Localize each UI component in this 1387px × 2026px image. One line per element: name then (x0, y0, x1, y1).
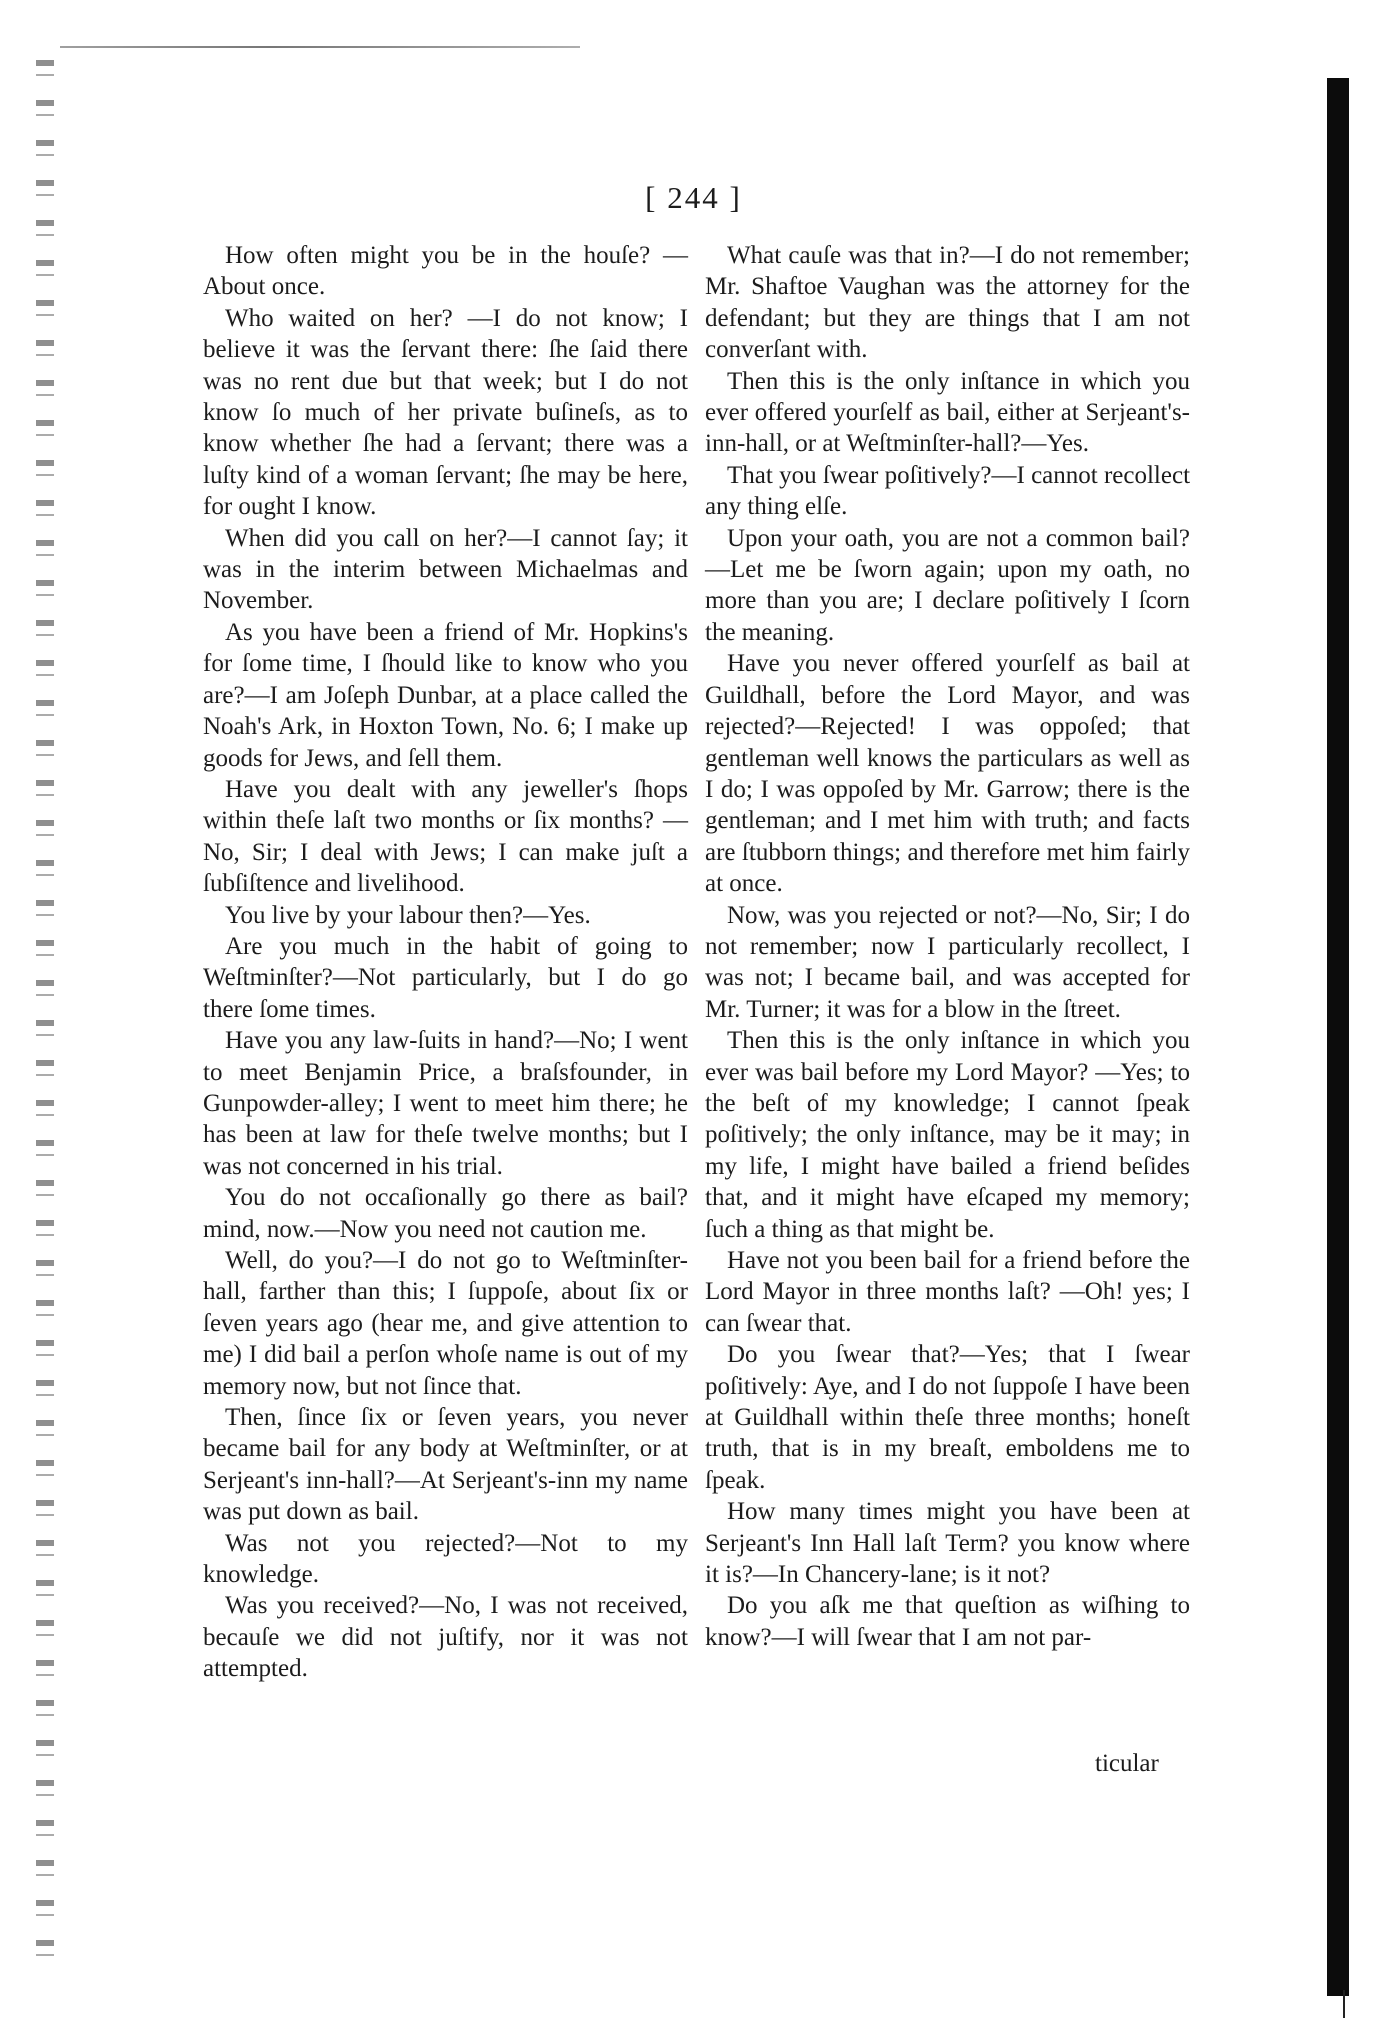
paragraph: Have not you been bail for a friend before the Lord Mayor in three months laſt? —Oh! yes; I can ſwear that. (705, 1247, 1190, 1337)
paragraph: Do you aſk me that queſtion as wiſhing to know?—I will ſwear that I am not par- (705, 1592, 1190, 1651)
paragraph: How many times might you have been at Serjeant's Inn Hall laſt Term? you know where it is?—In Chancery-lane; is it not? (705, 1498, 1190, 1589)
paragraph: Who waited on her? —I do not know; I believe it was the ſervant there: ſhe ſaid there was no rent due but that week; but I do not know ſo much of her private buſineſs, as to know whether ſhe had a ſervant; there was a luſty kind of a woman ſervant; ſhe may be here, for ought I know. (203, 304, 688, 521)
paragraph: Then this is the only inſtance in which you ever was bail before my Lord Mayor? —Yes; to the beſt of my knowledge; I cannot ſpeak poſitively; the only inſtance, may be it may; in my life, I might have bailed a friend beſides that, and it might have eſcaped my memory; ſuch a thing as that might be. (705, 1027, 1190, 1243)
paragraph: Do you ſwear that?—Yes; that I ſwear poſitively: Aye, and I do not ſuppoſe I have been at Guildhall within theſe three months; honeſt truth, that is in my breaſt, emboldens me to ſpeak. (705, 1341, 1190, 1494)
paragraph: When did you call on her?—I cannot ſay; it was in the interim between Michaelmas and November. (203, 524, 688, 615)
paragraph: What cauſe was that in?—I do not remember; Mr. Shaftoe Vaughan was the attorney for the defendant; but they are things that I am not converſant with. (705, 242, 1190, 364)
left-column (203, 240, 688, 1685)
paragraph: Have you any law-ſuits in hand?—No; I went to meet Benjamin Price, a braſsfounder, in Gunpowder-alley; I went to meet him there; he has been at law for theſe twelve months; but I was not concerned in his trial. (203, 1027, 688, 1180)
paragraph: Was you received?—No, I was not received, becauſe we did not juſtify, nor it was not attempted. (203, 1592, 688, 1683)
scan-artifact-right-tick (1343, 1990, 1345, 2018)
paragraph: That you ſwear poſitively?—I cannot recollect any thing elſe. (705, 461, 1191, 521)
paragraph: Was not you rejected?—Not to my knowledge. (203, 1529, 688, 1589)
paragraph: Well, do you?—I do not go to Weſtminſter-hall, farther than this; I ſuppoſe, about ſix or ſeven years ago (hear me, and give attention to me) I did bail a perſon whoſe name is out of my memory now, but not ſince that. (203, 1247, 688, 1400)
paragraph: Upon your oath, you are not a common bail?—Let me be ſworn again; upon my oath, no more than you are; I declare poſitively I ſcorn the meaning. (705, 524, 1190, 646)
paragraph: Now, was you rejected or not?—No, Sir; I do not remember; now I particularly recollect, I was not; I became bail, and was accepted for Mr. Turner; it was for a blow in the ſtreet. (705, 901, 1190, 1023)
paragraph: Then, ſince ſix or ſeven years, you never became bail for any body at Weſtminſter, or at Serjeant's inn-hall?—At Serjeant's-inn my name was put down as bail. (203, 1404, 688, 1526)
scan-artifact-top-line (60, 46, 580, 48)
paragraph: How often might you be in the houſe? —About once. (203, 242, 688, 301)
paragraph: Then this is the only inſtance in which you ever offered yourſelf as bail, either at Serjeant's-inn-hall, or at Weſtminſter-hall?—Yes. (705, 367, 1190, 458)
catchword: ticular (1095, 1750, 1159, 1777)
paragraph: You live by your labour then?—Yes. (225, 901, 591, 929)
paragraph: Have you dealt with any jeweller's ſhops within theſe laſt two months or ſix months? —No, Sir; I deal with Jews; I can make juſt a ſubſiſtence and livelihood. (203, 775, 688, 898)
paragraph: Are you much in the habit of going to Weſtminſter?—Not particularly, but I do go there ſome times. (203, 932, 688, 1023)
paragraph: You do not occaſionally go there as bail? mind, now.—Now you need not caution me. (203, 1184, 688, 1243)
scan-artifact-right-bar (1327, 78, 1349, 1996)
paragraph: Have you never offered yourſelf as bail at Guildhall, before the Lord Mayor, and was rejected?—Rejected! I was oppoſed; that gentleman well knows the particulars as well as I do; I was oppoſed by Mr. Garrow; there is the gentleman; and I met him with truth; and facts are ſtubborn things; and therefore met him fairly at once. (705, 650, 1190, 898)
paragraph: As you have been a friend of Mr. Hopkins's for ſome time, I ſhould like to know who you are?—I am Joſeph Dunbar, at a place called the Noah's Ark, in Hoxton Town, No. 6; I make up goods for Jews, and ſell them. (203, 618, 688, 772)
scan-artifact-left-edge (36, 60, 54, 1960)
right-column (705, 240, 1190, 1653)
page-number: [ 244 ] (645, 180, 742, 215)
